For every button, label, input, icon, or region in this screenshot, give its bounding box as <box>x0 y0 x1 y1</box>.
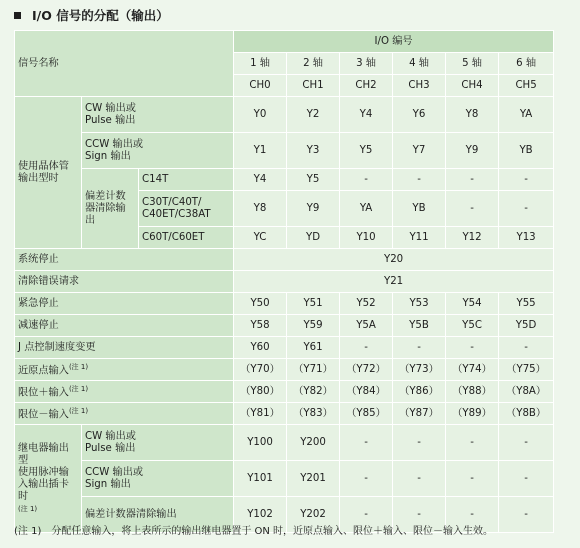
table-cell: Y4 <box>340 97 393 133</box>
table-cell: Y10 <box>340 227 393 249</box>
table-cell: （Y70） <box>234 359 287 381</box>
row-label <box>15 403 234 425</box>
section-title-text: I/O 信号的分配（输出） <box>32 8 169 23</box>
transistor-group-label: 使用晶体管输出型时 <box>15 97 82 249</box>
bullet-square-icon <box>14 12 21 19</box>
table-cell: - <box>446 169 499 191</box>
table-cell: Y54 <box>446 293 499 315</box>
table-cell: （Y89） <box>446 403 499 425</box>
io-output-table <box>14 30 554 533</box>
header-row-io <box>15 31 554 53</box>
table-cell: Y58 <box>234 315 287 337</box>
row-label <box>15 359 234 381</box>
table-cell: YC <box>234 227 287 249</box>
channel-header: CH5 <box>499 75 554 97</box>
table-cell: YD <box>287 227 340 249</box>
table-cell: Y50 <box>234 293 287 315</box>
table-row-relay-ccw <box>15 461 554 497</box>
axis-header: 3 轴 <box>340 53 393 75</box>
table-cell: Y202 <box>287 497 340 533</box>
relay-group-label <box>15 425 82 533</box>
table-cell: （Y80） <box>234 381 287 403</box>
table-cell: Y5C <box>446 315 499 337</box>
channel-header: CH1 <box>287 75 340 97</box>
table-cell: - <box>499 497 554 533</box>
row-label-ccw <box>82 133 234 169</box>
row-label: J 点控制速度变更 <box>15 337 234 359</box>
row-label-text: 限位＋输入 <box>18 387 69 399</box>
table-cell: - <box>446 461 499 497</box>
table-cell: - <box>393 461 446 497</box>
row-label-line: CCW 输出或 <box>85 466 144 478</box>
row-label-text: 限位－输入 <box>18 409 69 421</box>
counter-clear-label: 偏差计数器清除输出 <box>82 169 139 249</box>
row-label-relay-cw <box>82 425 234 461</box>
note-marker: (注 1) <box>18 504 38 513</box>
table-cell: YB <box>499 133 554 169</box>
table-cell: Y5D <box>499 315 554 337</box>
table-cell: （Y86） <box>393 381 446 403</box>
axis-header: 4 轴 <box>393 53 446 75</box>
table-cell: YA <box>499 97 554 133</box>
table-cell: Y0 <box>234 97 287 133</box>
table-cell: Y13 <box>499 227 554 249</box>
row-label: 清除错误请求 <box>15 271 234 293</box>
table-cell: Y5 <box>340 133 393 169</box>
table-row-near-origin <box>15 359 554 381</box>
row-label: 系统停止 <box>15 249 234 271</box>
table-cell: Y52 <box>340 293 393 315</box>
table-cell: Y21 <box>234 271 554 293</box>
table-cell: Y9 <box>287 191 340 227</box>
row-label-line: CCW 输出或 <box>85 138 144 150</box>
table-cell: - <box>340 425 393 461</box>
table-row-decel-stop <box>15 315 554 337</box>
section-title <box>14 6 169 24</box>
note-marker: (注 1) <box>68 363 89 372</box>
table-cell: Y9 <box>446 133 499 169</box>
channel-header: CH2 <box>340 75 393 97</box>
table-row-limit-plus <box>15 381 554 403</box>
table-cell: （Y82） <box>287 381 340 403</box>
table-cell: - <box>446 337 499 359</box>
table-cell: （Y87） <box>393 403 446 425</box>
row-label-line: C40ET/C38AT <box>142 208 211 220</box>
table-cell: （Y71） <box>287 359 340 381</box>
table-cell: - <box>446 425 499 461</box>
table-cell: Y55 <box>499 293 554 315</box>
table-cell: Y5A <box>340 315 393 337</box>
axis-header: 1 轴 <box>234 53 287 75</box>
table-cell: Y4 <box>234 169 287 191</box>
row-label: 减速停止 <box>15 315 234 337</box>
table-cell: Y1 <box>234 133 287 169</box>
footnote: (注 1) 分配任意输入，将上表所示的输出继电器置于 ON 时，近原点输入、限位＋输入、限位－输入生效。 <box>14 526 494 537</box>
table-cell: Y5B <box>393 315 446 337</box>
table-cell: - <box>393 497 446 533</box>
table-cell: Y61 <box>287 337 340 359</box>
io-number-header: I/O 编号 <box>234 31 554 53</box>
table-cell: Y7 <box>393 133 446 169</box>
table-cell: Y8 <box>446 97 499 133</box>
table-row-jog-speed <box>15 337 554 359</box>
row-label-relay-ccw <box>82 461 234 497</box>
table-cell: - <box>499 425 554 461</box>
table-cell: - <box>499 169 554 191</box>
table-row-transistor-ccw <box>15 133 554 169</box>
table-cell: - <box>393 337 446 359</box>
table-row-c14t <box>15 169 554 191</box>
table-cell: Y51 <box>287 293 340 315</box>
table-cell: （Y84） <box>340 381 393 403</box>
table-row-system-stop <box>15 249 554 271</box>
table-cell: - <box>340 461 393 497</box>
table-cell: Y101 <box>234 461 287 497</box>
row-label-line: C30T/C40T/ <box>142 196 202 208</box>
table-cell: - <box>393 425 446 461</box>
model-label-c30t <box>139 191 234 227</box>
table-cell: （Y83） <box>287 403 340 425</box>
row-label: 紧急停止 <box>15 293 234 315</box>
table-row-relay-cw <box>15 425 554 461</box>
note-marker: (注 1) <box>68 385 89 394</box>
table-cell: Y102 <box>234 497 287 533</box>
relay-group-line: 继电器输出型 <box>18 442 69 466</box>
table-cell: （Y75） <box>499 359 554 381</box>
table-cell: （Y73） <box>393 359 446 381</box>
table-cell: - <box>340 337 393 359</box>
table-cell: - <box>446 191 499 227</box>
row-label-cw <box>82 97 234 133</box>
table-cell: - <box>499 461 554 497</box>
row-label-line: Sign 输出 <box>85 150 131 162</box>
table-cell: （Y88） <box>446 381 499 403</box>
table-cell: - <box>340 169 393 191</box>
table-cell: Y59 <box>287 315 340 337</box>
table-cell: YA <box>340 191 393 227</box>
table-cell: （Y74） <box>446 359 499 381</box>
note-marker: (注 1) <box>68 407 89 416</box>
row-label-text: 近原点输入 <box>18 365 69 377</box>
table-cell: Y200 <box>287 425 340 461</box>
table-cell: （Y72） <box>340 359 393 381</box>
table-cell: - <box>393 169 446 191</box>
table-cell: （Y81） <box>234 403 287 425</box>
channel-header: CH0 <box>234 75 287 97</box>
table-cell: - <box>340 497 393 533</box>
table-cell: - <box>446 497 499 533</box>
axis-header: 6 轴 <box>499 53 554 75</box>
row-label-line: CW 输出或 <box>85 102 136 114</box>
table-cell: （Y85） <box>340 403 393 425</box>
row-label-line: Sign 输出 <box>85 478 131 490</box>
model-label-c60t: C60T/C60ET <box>139 227 234 249</box>
table-cell: Y20 <box>234 249 554 271</box>
axis-header: 5 轴 <box>446 53 499 75</box>
table-cell: Y3 <box>287 133 340 169</box>
table-row-transistor-cw <box>15 97 554 133</box>
table-cell: （Y8A） <box>499 381 554 403</box>
channel-header: CH4 <box>446 75 499 97</box>
channel-header: CH3 <box>393 75 446 97</box>
io-output-table-wrapper <box>14 30 554 533</box>
table-cell: Y2 <box>287 97 340 133</box>
table-cell: Y12 <box>446 227 499 249</box>
table-cell: - <box>499 337 554 359</box>
row-label-relay-clear: 偏差计数器清除输出 <box>82 497 234 533</box>
relay-group-line: 使用脉冲输入输出插卡时 <box>18 466 69 502</box>
table-cell: Y6 <box>393 97 446 133</box>
table-cell: Y53 <box>393 293 446 315</box>
table-cell: - <box>499 191 554 227</box>
table-row-emergency-stop <box>15 293 554 315</box>
model-label-c14t: C14T <box>139 169 234 191</box>
table-row-limit-minus <box>15 403 554 425</box>
signal-name-header: 信号名称 <box>15 31 234 97</box>
row-label-line: CW 输出或 <box>85 430 136 442</box>
table-cell: Y8 <box>234 191 287 227</box>
table-cell: Y201 <box>287 461 340 497</box>
row-label-line: Pulse 输出 <box>85 114 136 126</box>
table-cell: Y11 <box>393 227 446 249</box>
table-cell: Y100 <box>234 425 287 461</box>
row-label-line: Pulse 输出 <box>85 442 136 454</box>
table-cell: YB <box>393 191 446 227</box>
table-cell: （Y8B） <box>499 403 554 425</box>
table-cell: Y60 <box>234 337 287 359</box>
table-row-clear-error <box>15 271 554 293</box>
table-cell: Y5 <box>287 169 340 191</box>
row-label <box>15 381 234 403</box>
axis-header: 2 轴 <box>287 53 340 75</box>
